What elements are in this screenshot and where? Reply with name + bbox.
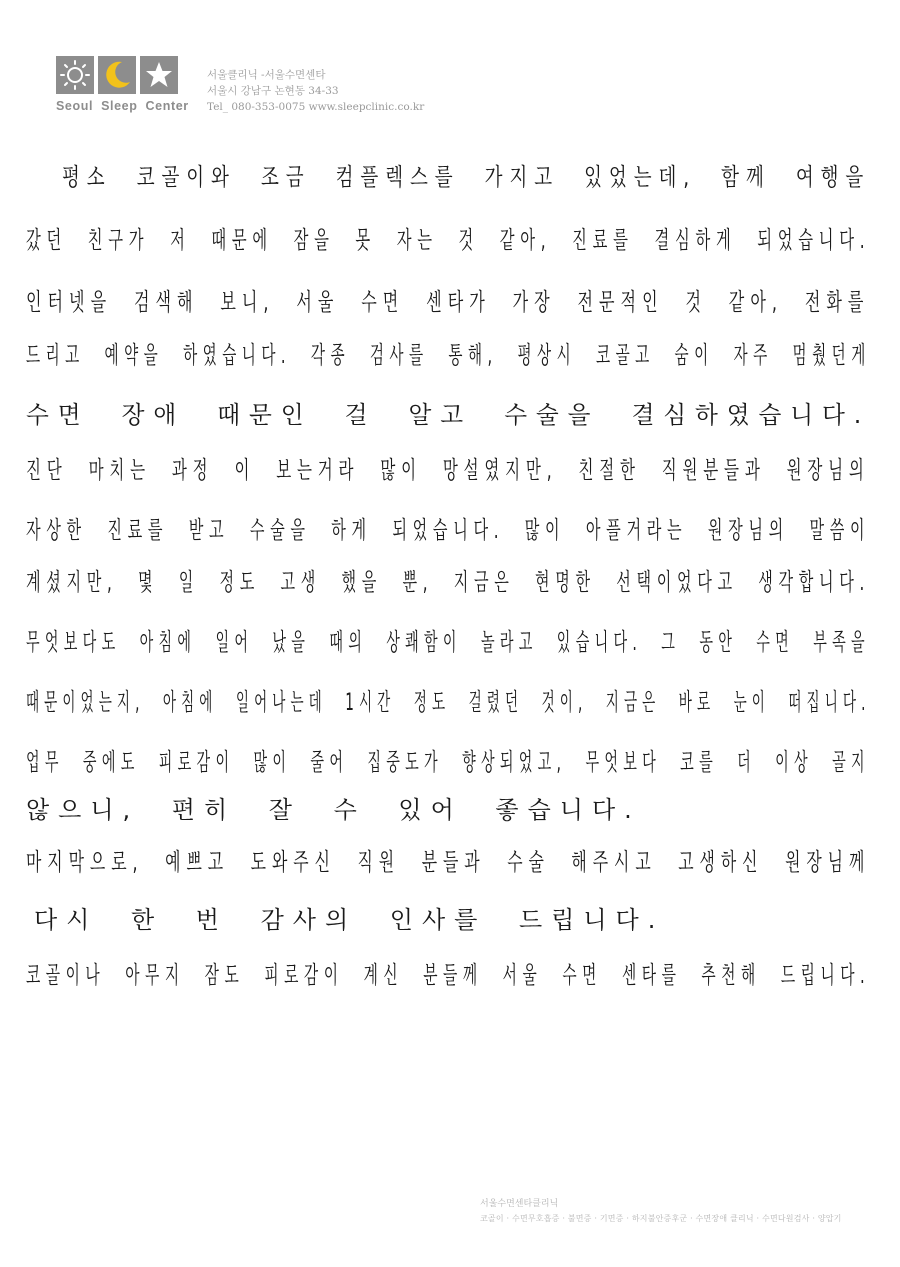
sun-icon — [58, 58, 92, 92]
star-icon — [142, 58, 176, 92]
letter-line: 않으니, 편히 잘 수 있어 좋습니다. — [26, 796, 641, 824]
letter-line: 계셨지만, 몇 일 정도 고생 했을 뿐, 지금은 현명한 선택이었다고 생각합니다. — [26, 568, 870, 596]
moon-icon — [100, 58, 134, 92]
clinic-info — [207, 67, 424, 115]
sun-tile — [56, 56, 94, 94]
moon-tile — [98, 56, 136, 94]
star-tile — [140, 56, 178, 94]
clinic-address: 서울시 강남구 논현동 34-33 — [207, 85, 339, 97]
letter-line: 마지막으로, 예쁘고 도와주신 직원 분들과 수술 해주시고 고생하신 원장님께 — [26, 848, 871, 876]
footer-services: 코골이 · 수면무호흡증 · 불면증 · 기면증 · 하지불안증후군 · 수면장애 클리닉 · 수면다원검사 · 양압기 — [480, 1214, 842, 1223]
letter-line: 인터넷을 검색해 보니, 서울 수면 센타가 가장 전문적인 것 같아, 전화를 — [26, 288, 870, 316]
clinic-name: 서울클리닉 -서울수면센타 — [207, 69, 326, 81]
footer-stamp — [480, 1196, 842, 1224]
letter-line: 업무 중에도 피로감이 많이 줄어 집중도가 향상되었고, 무엇보다 코를 더 이상 골지 — [26, 748, 870, 776]
footer-title: 서울수면센타클리닉 — [480, 1199, 559, 1209]
logo-text: Seoul Sleep Center — [56, 99, 189, 113]
clinic-logo — [56, 56, 178, 94]
letter-line: 무엇보다도 아침에 일어 났을 때의 상쾌함이 놀라고 있습니다. 그 동안 수면 부족을 — [26, 628, 870, 656]
letter-line: 때문이었는지, 아침에 일어나는데 1시간 정도 걸렸던 것이, 지금은 바로 눈이 떠집니다. — [26, 688, 871, 716]
letter-line: 자상한 진료를 받고 수술을 하게 되었습니다. 많이 아플거라는 원장님의 말씀이 — [26, 516, 871, 544]
letter-line: 갔던 친구가 저 때문에 잠을 못 자는 것 같아, 진료를 결심하게 되었습니다. — [26, 226, 871, 254]
letter-line: 평소 코골이와 조금 컴플렉스를 가지고 있었는데, 함께 여행을 — [62, 163, 871, 191]
letter-line: 코골이나 아무지 잠도 피로감이 계신 분들께 서울 수면 센타를 추천해 드립니다. — [26, 961, 871, 989]
clinic-contact: Tel_ 080-353-0075 www.sleepclinic.co.kr — [207, 101, 425, 113]
letter-line: 드리고 예약을 하였습니다. 각종 검사를 통해, 평상시 코골고 숨이 자주 멈췄던게 — [26, 341, 871, 369]
letter-line: 수면 장애 때문인 걸 알고 수술을 결심하였습니다. — [26, 401, 871, 429]
letter-line: 진단 마치는 과정 이 보는거라 많이 망설였지만, 친절한 직원분들과 원장님의 — [26, 456, 870, 484]
letter-line: 다시 한 번 감사의 인사를 드립니다. — [34, 906, 665, 934]
